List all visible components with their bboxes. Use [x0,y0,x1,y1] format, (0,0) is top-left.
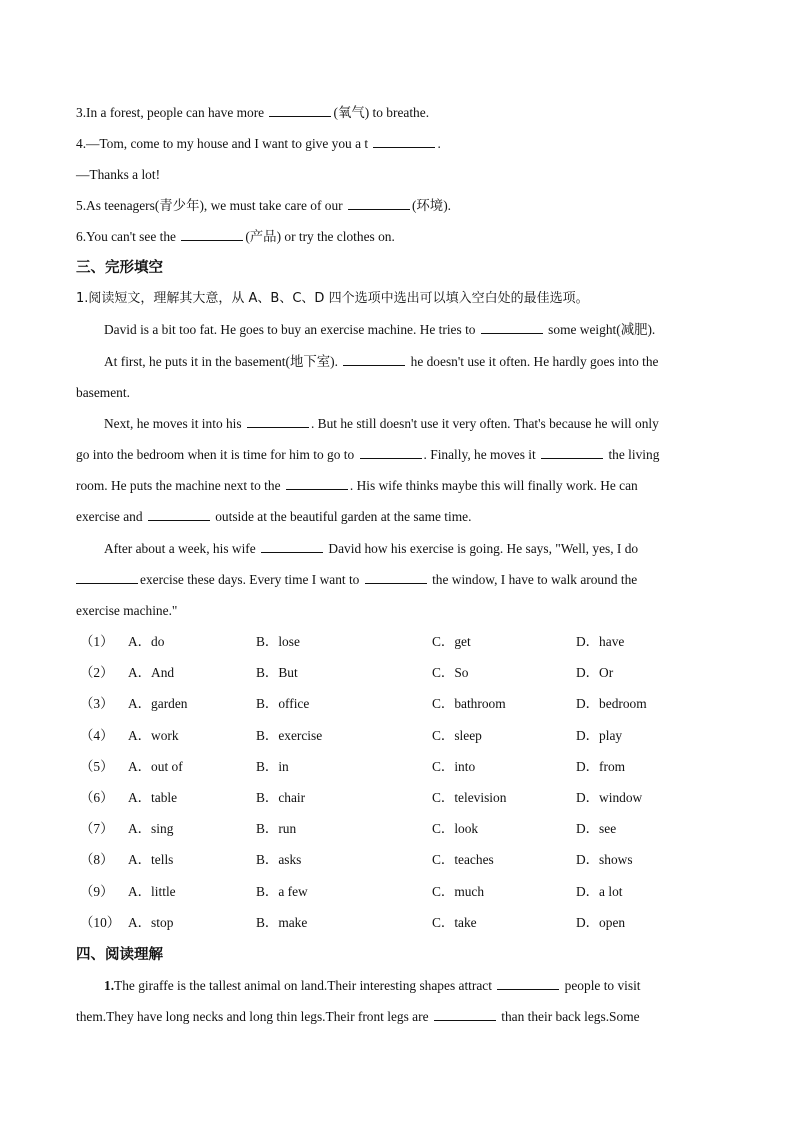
option-row [76,757,716,777]
option-d[interactable]: D．from [576,758,626,774]
question-text: 6.You can't see the [76,229,180,244]
answer-blank[interactable] [497,976,559,990]
question-text: 4.—Tom, come to my house and I want to give you a t [76,136,372,151]
question-number: （5） [80,758,114,774]
option-row [76,850,716,870]
question-hint: (氧气) to breathe. [333,105,430,120]
passage-text: After about a week, his wife [104,541,260,556]
question-number: 1. [104,978,115,993]
option-b[interactable]: B．a few [256,883,308,899]
passage-text: . But he still doesn't use it very often. That's because he will only [310,416,659,431]
option-b[interactable]: B．run [256,821,297,837]
passage-line [76,476,716,496]
question-hint: (环境). [411,198,452,213]
question-5 [76,196,716,216]
option-c[interactable]: C．bathroom [432,696,506,712]
option-row [76,726,716,746]
passage-line [76,570,716,590]
answer-blank[interactable] [269,103,331,117]
option-a[interactable]: A．table [128,790,178,805]
section-instructions: 1.阅读短文，理解其大意，从 A、B、C、D 四个选项中选出可以填入空白处的最佳选项。 [76,291,589,306]
option-d[interactable]: D．Or [576,665,614,681]
option-b[interactable]: B．exercise [256,727,323,743]
answer-blank-9[interactable] [76,570,138,584]
passage-text: the window, I have to walk around the [428,572,638,587]
option-b[interactable]: B．chair [256,790,306,805]
passage-line [104,414,744,434]
passage-line [76,445,716,465]
option-c[interactable]: C．So [432,665,469,681]
question-number: （9） [80,883,114,899]
passage-text: than their back legs.Some [497,1009,640,1024]
option-row [76,694,716,714]
passage-line [76,507,716,527]
passage-text: some weight(减肥). [544,322,656,337]
question-number: （3） [80,696,114,712]
question-punct: . [437,136,441,151]
option-b[interactable]: B．in [256,758,289,774]
option-d[interactable]: D．shows [576,852,633,868]
option-d[interactable]: D．have [576,634,625,649]
passage-line [104,352,744,372]
passage-text: room. He puts the machine next to the [76,478,284,493]
option-a[interactable]: A．And [128,665,175,681]
option-a[interactable]: A．garden [128,696,188,712]
option-row [76,788,716,808]
option-c[interactable]: C．get [432,634,471,649]
option-row [76,632,716,652]
answer-blank-3[interactable] [247,414,309,428]
option-row [76,913,716,933]
passage-text: . Finally, he moves it [423,447,540,462]
option-d[interactable]: D．window [576,790,643,805]
option-c[interactable]: C．television [432,790,507,805]
question-4 [76,134,716,154]
question-number: （10） [80,914,121,930]
passage-text: David is a bit too fat. He goes to buy an exercise machine. He tries to [104,322,479,337]
option-b[interactable]: B．asks [256,852,302,868]
passage-line [104,976,744,996]
option-c[interactable]: C．much [432,883,485,899]
answer-blank-7[interactable] [148,507,210,521]
option-c[interactable]: C．take [432,914,477,930]
section-heading-reading: 四、阅读理解 [76,947,163,963]
answer-blank[interactable] [348,196,410,210]
option-a[interactable]: A．out of [128,758,183,774]
option-a[interactable]: A．tells [128,852,174,868]
option-c[interactable]: C．sleep [432,727,482,743]
answer-blank[interactable] [373,134,435,148]
question-hint: (产品) or try the clothes on. [245,229,395,244]
option-b[interactable]: B．But [256,665,298,681]
question-number: （1） [80,634,114,649]
passage-text: go into the bedroom when it is time for him to go to [76,447,358,462]
question-3 [76,103,716,123]
answer-blank-5[interactable] [541,445,603,459]
passage-text: the living [605,447,660,462]
option-a[interactable]: A．sing [128,821,174,837]
question-number: （2） [80,665,114,681]
question-text: 3.In a forest, people can have more [76,105,268,120]
passage-text: Next, he moves it into his [104,416,245,431]
answer-blank[interactable] [181,227,243,241]
passage-line [104,539,744,559]
option-c[interactable]: C．teaches [432,852,494,868]
option-d[interactable]: D．see [576,821,617,837]
option-d[interactable]: D．open [576,914,626,930]
question-number: （4） [80,727,114,743]
passage-text: The giraffe is the tallest animal on land.Their interesting shapes attract [114,978,496,993]
section-heading-cloze: 三、完形填空 [76,260,163,276]
passage-line: exercise machine." [76,603,178,618]
passage-line [104,320,744,340]
answer-blank[interactable] [434,1007,496,1021]
option-d[interactable]: D．bedroom [576,696,647,712]
answer-blank-1[interactable] [481,320,543,334]
passage-text: outside at the beautiful garden at the same time. [211,509,472,524]
option-a[interactable]: A．do [128,634,165,649]
option-c[interactable]: C．look [432,821,479,837]
passage-text: people to visit [561,978,641,993]
passage-text: David how his exercise is going. He says, "Well, yes, I do [325,541,639,556]
option-b[interactable]: B．office [256,696,310,712]
answer-blank-4[interactable] [360,445,422,459]
passage-text: At first, he puts it in the basement(地下室). [104,354,342,369]
question-number: （7） [80,821,114,837]
option-d[interactable]: D．play [576,727,623,743]
option-a[interactable]: A．work [128,727,179,743]
question-4-reply: —Thanks a lot! [76,167,161,182]
option-b[interactable]: B．lose [256,634,300,649]
option-b[interactable]: B．make [256,914,308,930]
answer-blank-2[interactable] [343,352,405,366]
option-c[interactable]: C．into [432,758,476,774]
question-text: 5.As teenagers(青少年), we must take care of our [76,198,346,213]
passage-text: exercise these days. Every time I want to [140,572,363,587]
option-a[interactable]: A．stop [128,914,174,930]
option-a[interactable]: A．little [128,883,176,899]
passage-line: basement. [76,385,130,400]
option-d[interactable]: D．a lot [576,883,623,899]
question-number: （8） [80,852,114,868]
answer-blank-10[interactable] [365,570,427,584]
option-row [76,819,716,839]
passage-text: them.They have long necks and long thin legs.Their front legs are [76,1009,432,1024]
option-row [76,882,716,902]
passage-text: . His wife thinks maybe this will finally work. He can [349,478,638,493]
passage-text: exercise and [76,509,146,524]
question-number: （6） [80,790,114,805]
answer-blank-6[interactable] [286,476,348,490]
question-6 [76,227,716,247]
answer-blank-8[interactable] [261,539,323,553]
passage-text: he doesn't use it often. He hardly goes into the [407,354,659,369]
passage-line [76,1007,716,1027]
option-row [76,663,716,683]
